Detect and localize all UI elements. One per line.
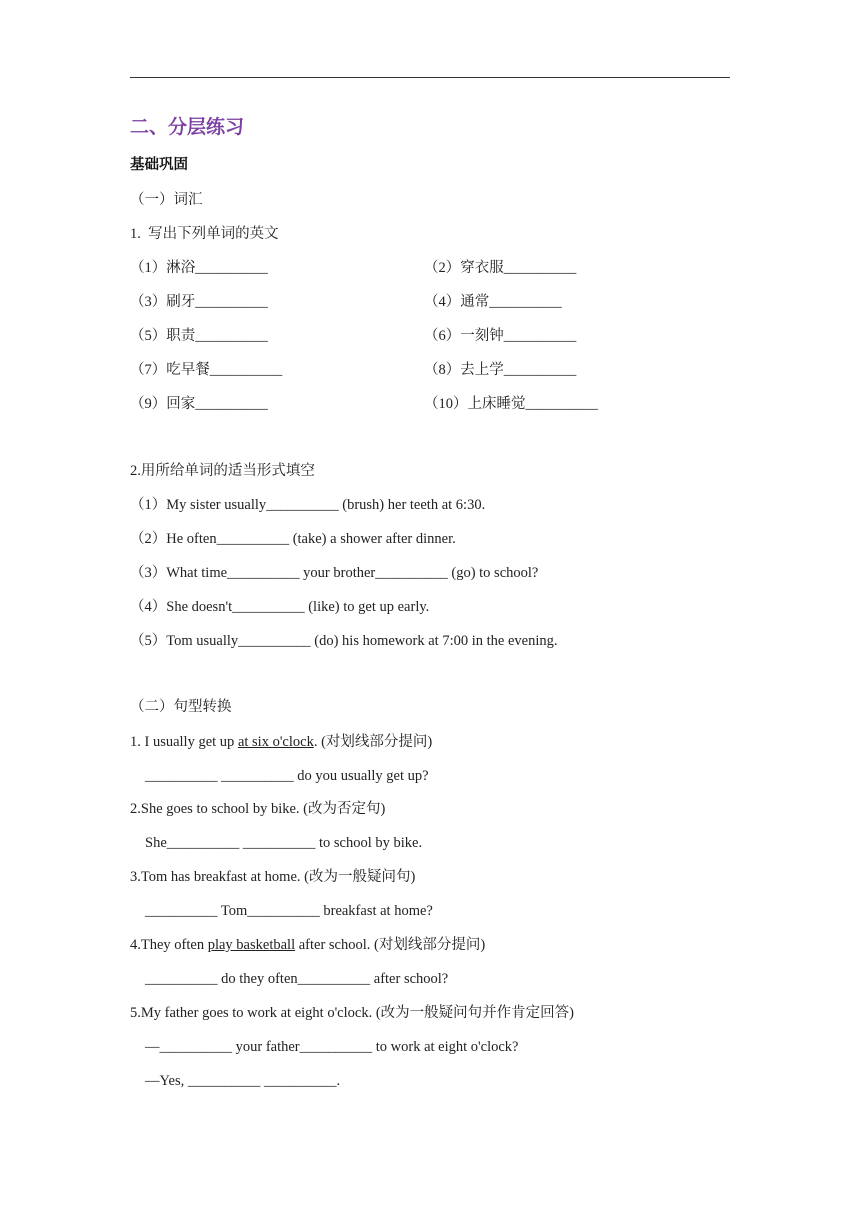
fill-item-4: （4）She doesn't__________ (like) to get up early.	[130, 599, 430, 615]
transform-q3-answer: __________ Tom__________ breakfast at home?	[145, 903, 433, 919]
transform-q4-suffix: after school. (对划线部分提问)	[295, 937, 486, 953]
q2-instruction: 2.用所给单词的适当形式填空	[130, 463, 315, 479]
fill-item-1: （1）My sister usually__________ (brush) her teeth at 6:30.	[130, 497, 486, 513]
transform-q3: 3.Tom has breakfast at home. (改为一般疑问句)	[130, 869, 416, 885]
fill-item-5: （5）Tom usually__________ (do) his homework at 7:00 in the evening.	[130, 633, 558, 649]
vocab-item-7: （7）吃早餐__________	[130, 362, 283, 378]
section-title: 二、分层练习	[130, 116, 245, 138]
vocab-item-10: （10）上床睡觉__________	[424, 396, 598, 412]
q1-instruction: 1. 写出下列单词的英文	[130, 226, 279, 242]
subheading: 基础巩固	[130, 157, 188, 173]
transform-q4	[130, 935, 485, 955]
transform-q4-prefix: 4.They often	[130, 937, 208, 953]
transform-q2-answer: She__________ __________ to school by bike.	[145, 835, 423, 851]
transform-q4-answer: __________ do they often__________ after school?	[145, 971, 449, 987]
fill-item-3: （3）What time__________ your brother__________ (go) to school?	[130, 565, 539, 581]
fill-item-2: （2）He often__________ (take) a shower after dinner.	[130, 531, 456, 547]
vocab-item-5: （5）职责__________	[130, 328, 268, 344]
vocab-item-1: （1）淋浴__________	[130, 260, 268, 276]
vocab-item-2: （2）穿衣服__________	[424, 260, 577, 276]
transform-q5: 5.My father goes to work at eight o'clock. (改为一般疑问句并作肯定回答)	[130, 1005, 574, 1021]
transform-q1-answer: __________ __________ do you usually get up?	[145, 768, 429, 784]
part2-heading: （二）句型转换	[130, 699, 232, 715]
transform-q4-underlined: play basketball	[207, 937, 296, 953]
transform-q1	[130, 732, 432, 752]
transform-q2: 2.She goes to school by bike. (改为否定句)	[130, 801, 386, 817]
vocab-item-8: （8）去上学__________	[424, 362, 577, 378]
part1-heading: （一）词汇	[130, 192, 203, 208]
transform-q1-underlined: at six o'clock	[237, 734, 314, 750]
transform-q1-suffix: . (对划线部分提问)	[313, 734, 433, 750]
vocab-item-9: （9）回家__________	[130, 396, 268, 412]
vocab-item-4: （4）通常__________	[424, 294, 562, 310]
vocab-item-6: （6）一刻钟__________	[424, 328, 577, 344]
header-rule	[130, 77, 730, 78]
vocab-item-3: （3）刷牙__________	[130, 294, 268, 310]
transform-q5-answer-question: —__________ your father__________ to work at eight o'clock?	[145, 1039, 519, 1055]
transform-q5-answer-reply: —Yes, __________ __________.	[145, 1073, 341, 1089]
transform-q1-prefix: 1. I usually get up	[130, 734, 238, 750]
